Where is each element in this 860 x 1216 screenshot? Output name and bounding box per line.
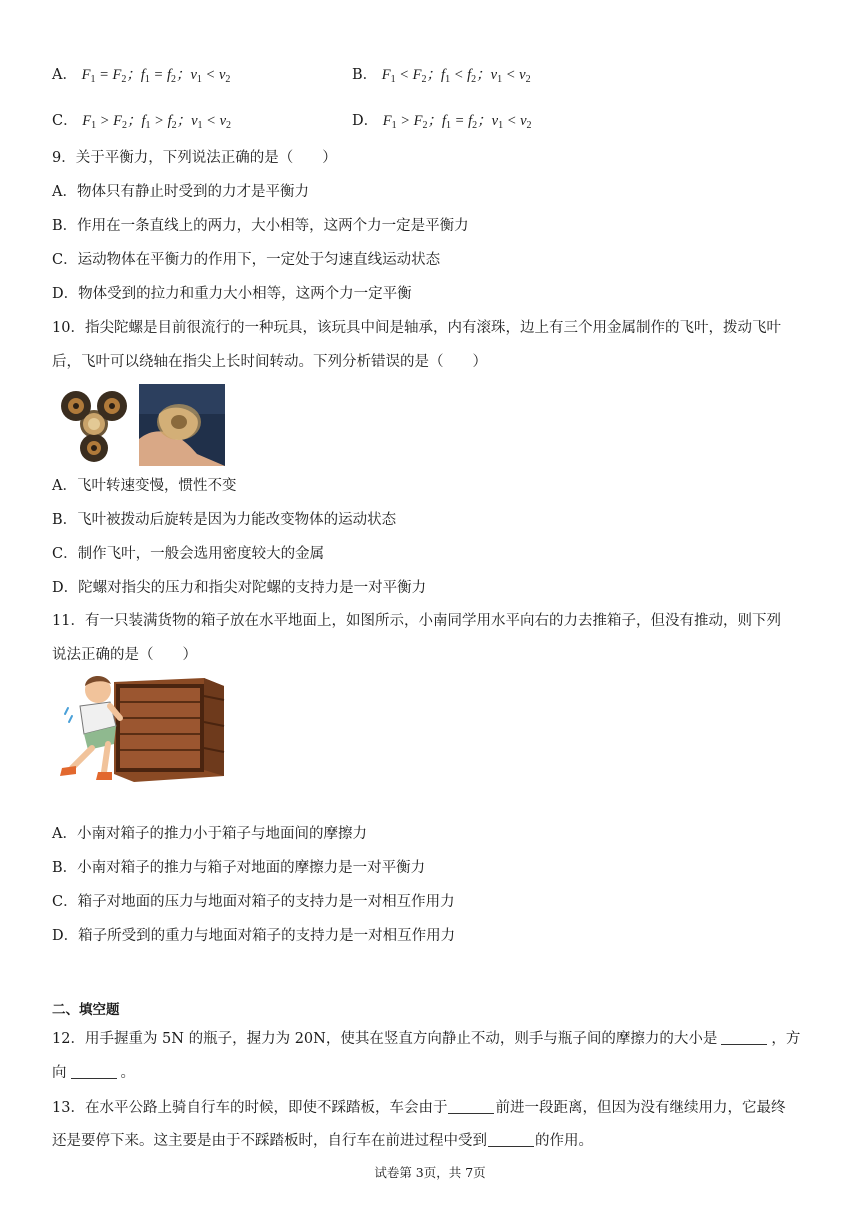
q13-text-d: 的作用。 [535, 1133, 593, 1149]
q10-stem-line1: 10．指尖陀螺是目前很流行的一种玩具，该玩具中间是轴承，内有滚珠，边上有三个用金属制作的飞叶，拨动飞叶 [52, 320, 781, 336]
crate-icon [114, 678, 224, 782]
q9-stem: 9．关于平衡力，下列说法正确的是（ ） [52, 150, 337, 166]
q10-option-a: A．飞叶转速变慢，惯性不变 [52, 478, 237, 494]
q8-option-d: D． $F_1 > F_2$；$f_1 = f_2$；$v_1 < v_2$ [352, 113, 532, 131]
q13-blank-2[interactable] [488, 1132, 534, 1147]
q12-text-a: 12．用手握重为 5N 的瓶子，握力为 20N，使其在竖直方向静止不动，则手与瓶子间的摩擦力的大小是 [52, 1031, 718, 1047]
q10-stem-line2: 后，飞叶可以绕轴在指尖上长时间转动。下列分析错误的是（ ） [52, 354, 487, 370]
q11-option-b: B．小南对箱子的推力与箱子对地面的摩擦力是一对平衡力 [52, 860, 426, 876]
q12-line2 [52, 1063, 135, 1083]
page-footer: 试卷第 3页，共 7页 [374, 1165, 486, 1180]
q9-option-c: C．运动物体在平衡力的作用下，一定处于匀速直线运动状态 [52, 252, 441, 268]
q13-blank-1[interactable] [448, 1099, 494, 1114]
spinner-body-icon [61, 391, 127, 462]
q11-option-c: C．箱子对地面的压力与地面对箱子的支持力是一对相互作用力 [52, 894, 455, 910]
q12-blank-1[interactable] [721, 1030, 767, 1045]
q9-option-b: B．作用在一条直线上的两力，大小相等，这两个力一定是平衡力 [52, 218, 469, 234]
q10-option-c: C．制作飞叶，一般会选用密度较大的金属 [52, 546, 325, 562]
q10-option-d: D．陀螺对指尖的压力和指尖对陀螺的支持力是一对平衡力 [52, 580, 427, 596]
q12-line1 [52, 1029, 800, 1049]
q11-stem-line2: 说法正确的是（ ） [52, 647, 197, 663]
boy-pushing-crate-illustration [54, 672, 230, 784]
q11-option-d: D．箱子所受到的重力与地面对箱子的支持力是一对相互作用力 [52, 928, 456, 944]
q10-option-b: B．飞叶被拨动后旋转是因为力能改变物体的运动状态 [52, 512, 397, 528]
q8-option-c: C． $F_1 > F_2$；$f_1 > f_2$；$v_1 < v_2$ [52, 113, 232, 131]
q13-line1 [52, 1098, 785, 1118]
q13-text-b: 前进一段距离，但因为没有继续用力，它最终 [495, 1100, 786, 1116]
q9-option-d: D．物体受到的拉力和重力大小相等，这两个力一定平衡 [52, 286, 412, 302]
sweat-drops-icon [65, 708, 72, 722]
q12-text-b: ，方 [771, 1031, 801, 1047]
q12-text-d: 。 [120, 1065, 135, 1081]
spinning-fidget-photo [139, 384, 225, 466]
q13-line2 [52, 1131, 593, 1151]
section-title-fill-in: 二、填空题 [52, 1002, 120, 1018]
q13-text-a: 13．在水平公路上骑自行车的时候，即使不踩踏板，车会由于 [52, 1100, 448, 1116]
q9-option-a: A．物体只有静止时受到的力才是平衡力 [52, 184, 309, 200]
q12-blank-2[interactable] [71, 1064, 117, 1079]
q8-option-a: A． $F_1 = F_2$；$f_1 = f_2$；$v_1 < v_2$ [52, 67, 231, 85]
q13-text-c: 还是要停下来。这主要是由于不踩踏板时，自行车在前进过程中受到 [52, 1133, 487, 1149]
boy-icon [60, 676, 120, 780]
q11-option-a: A．小南对箱子的推力小于箱子与地面间的摩擦力 [52, 826, 367, 842]
fidget-spinner-image [54, 386, 134, 462]
q11-stem-line1: 11．有一只装满货物的箱子放在水平地面上，如图所示，小南同学用水平向右的力去推箱子，但没有推动，则下列 [52, 613, 781, 629]
q8-option-b: B． $F_1 < F_2$；$f_1 < f_2$；$v_1 < v_2$ [352, 67, 531, 85]
q12-text-c: 向 [52, 1065, 67, 1081]
